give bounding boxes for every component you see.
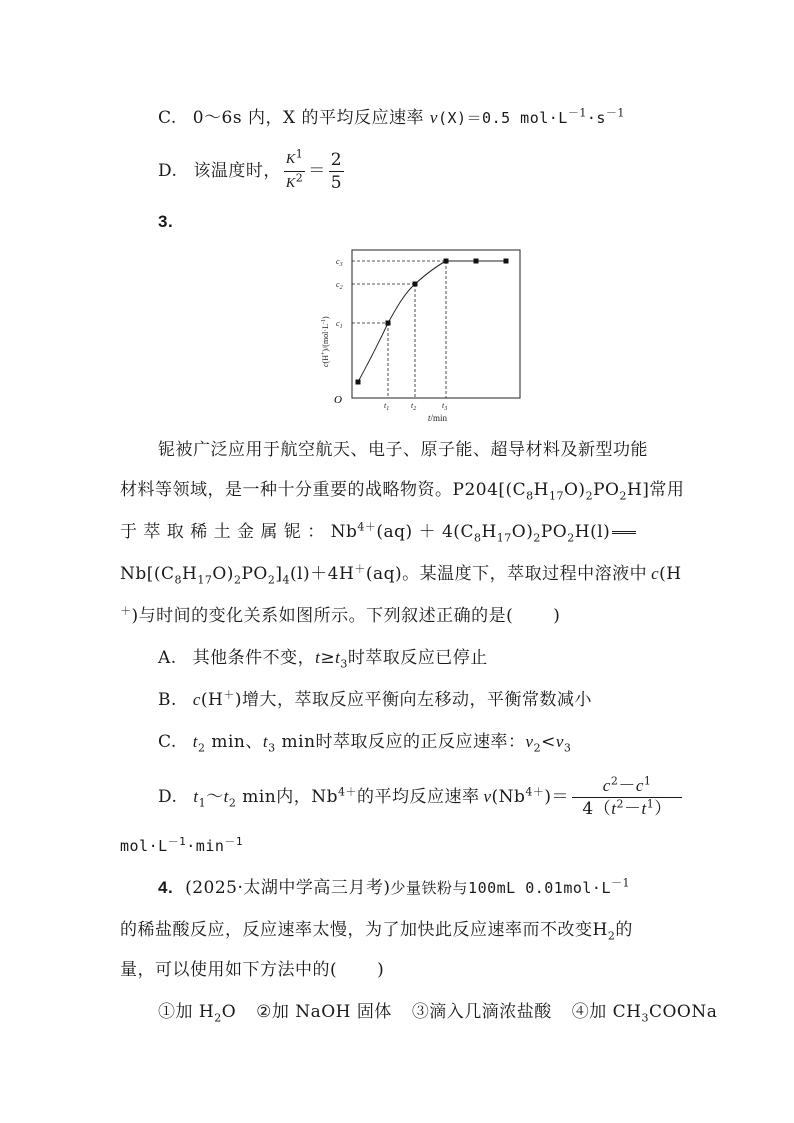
rate-fraction: $\frac{c^2-c^1}{4(t^2-t^1)}$ bbox=[572, 775, 682, 820]
data-points bbox=[356, 259, 509, 385]
q4-options: ①加 $H_2O$ ②加 NaOH 固体 ③滴入几滴浓盐酸 ④加 $CH_3COONa$ bbox=[158, 1002, 718, 1025]
data-point-4 bbox=[444, 259, 449, 264]
q2-option-c: C. 0～6s 内，X 的平均反应速率 v(X)＝0.5 $mol\cdot L^{-1}\cdot s^{-1}$ bbox=[158, 106, 625, 128]
x-tick-t1: $t_1$ bbox=[384, 401, 390, 412]
q3-stem-line-3: 于 萃 取 稀 土 金 属 铌 ： $Nb^{4+}(aq) + 4(C_8H_{17}O)_2PO_2H(l)$ bbox=[120, 520, 636, 544]
x-tick-t3: $t_3$ bbox=[442, 401, 448, 412]
q4-stem-line-2: 的稀盐酸反应，反应速率太慢，为了加快此反应速率而不改变$H_2$的 bbox=[120, 920, 633, 943]
data-point-6 bbox=[504, 259, 509, 264]
dashed-guides bbox=[352, 261, 446, 398]
q3-stem-line-1: 铌被广泛应用于航空航天、电子、原子能、超导材料及新型功能 bbox=[158, 440, 648, 460]
q3-option-b: B. c(H＋)增大，萃取反应平衡向左移动，平衡常数减小 bbox=[158, 688, 592, 710]
q3-option-d: D. $t_1\sim t_2$ min内，$Nb^{4+}$的平均反应速率 $v(Nb^{4+})=$ $\frac{c^2-c^1}{4(t^2-t^1)}$ bbox=[158, 770, 685, 824]
x-tick-t2: $t_2$ bbox=[411, 401, 417, 412]
data-point-5 bbox=[474, 259, 479, 264]
q2-option-d: D. 该温度时， $\frac{K^1}{K^2}$ ＝ $\frac{2}{5}$ bbox=[158, 147, 343, 193]
y-tick-c2: $c_2$ bbox=[336, 280, 343, 291]
x-axis-label: t/min bbox=[428, 413, 448, 423]
q3-option-c: C. $t_2$ min、$t_3$ min时萃取反应的正反应速率：$v_2<v_3$ bbox=[158, 732, 572, 755]
concentration-time-chart bbox=[300, 245, 540, 425]
q4-stem-line-3: 量，可以使用如下方法中的( ) bbox=[120, 960, 385, 980]
q3-option-a: A. 其他条件不变，$t\ge t_3$时萃取反应已停止 bbox=[158, 648, 488, 671]
data-point-2 bbox=[386, 321, 391, 326]
q3-stem-line-4: $Nb[(C_8H_{17}O)_2PO_2]_4(l)+4H^+(aq)$。某温度下，萃取过程中溶液中 c(H bbox=[120, 562, 682, 587]
data-point-1 bbox=[356, 380, 361, 385]
y-tick-labels bbox=[336, 257, 343, 330]
y-axis-label: $c(H^+)/(mol\cdot L^{-1})$ bbox=[321, 316, 330, 367]
plot-frame bbox=[352, 250, 520, 398]
y-tick-c1: $c_1$ bbox=[336, 319, 343, 330]
x-tick-labels bbox=[384, 401, 447, 412]
q3-stem-line-2: 材料等领域，是一种十分重要的战略物资。$P204[(C_8H_{17}O)_2PO_2H]$常用 bbox=[120, 480, 685, 503]
q3-option-d-unit: $mol\cdot L^{-1}\cdot\min^{-1}$ bbox=[120, 835, 244, 855]
q3-stem-line-5: ＋)与时间的变化关系如图所示。下列叙述正确的是( ) bbox=[120, 604, 561, 626]
origin-label: O bbox=[334, 394, 342, 406]
question-number-3: 3. bbox=[158, 212, 174, 231]
ratio-fraction: $\frac{2}{5}$ bbox=[330, 150, 343, 193]
data-curve bbox=[358, 261, 506, 382]
y-tick-c3: $c_3$ bbox=[336, 257, 343, 268]
k-ratio: $\frac{K^1}{K^2}$ bbox=[285, 147, 304, 191]
q4-stem-line-1: 4. (2025·太湖中学高三月考)少量铁粉与100mL $0.01mol\cdot L^{-1}$ bbox=[158, 876, 630, 898]
data-point-3 bbox=[413, 282, 418, 287]
